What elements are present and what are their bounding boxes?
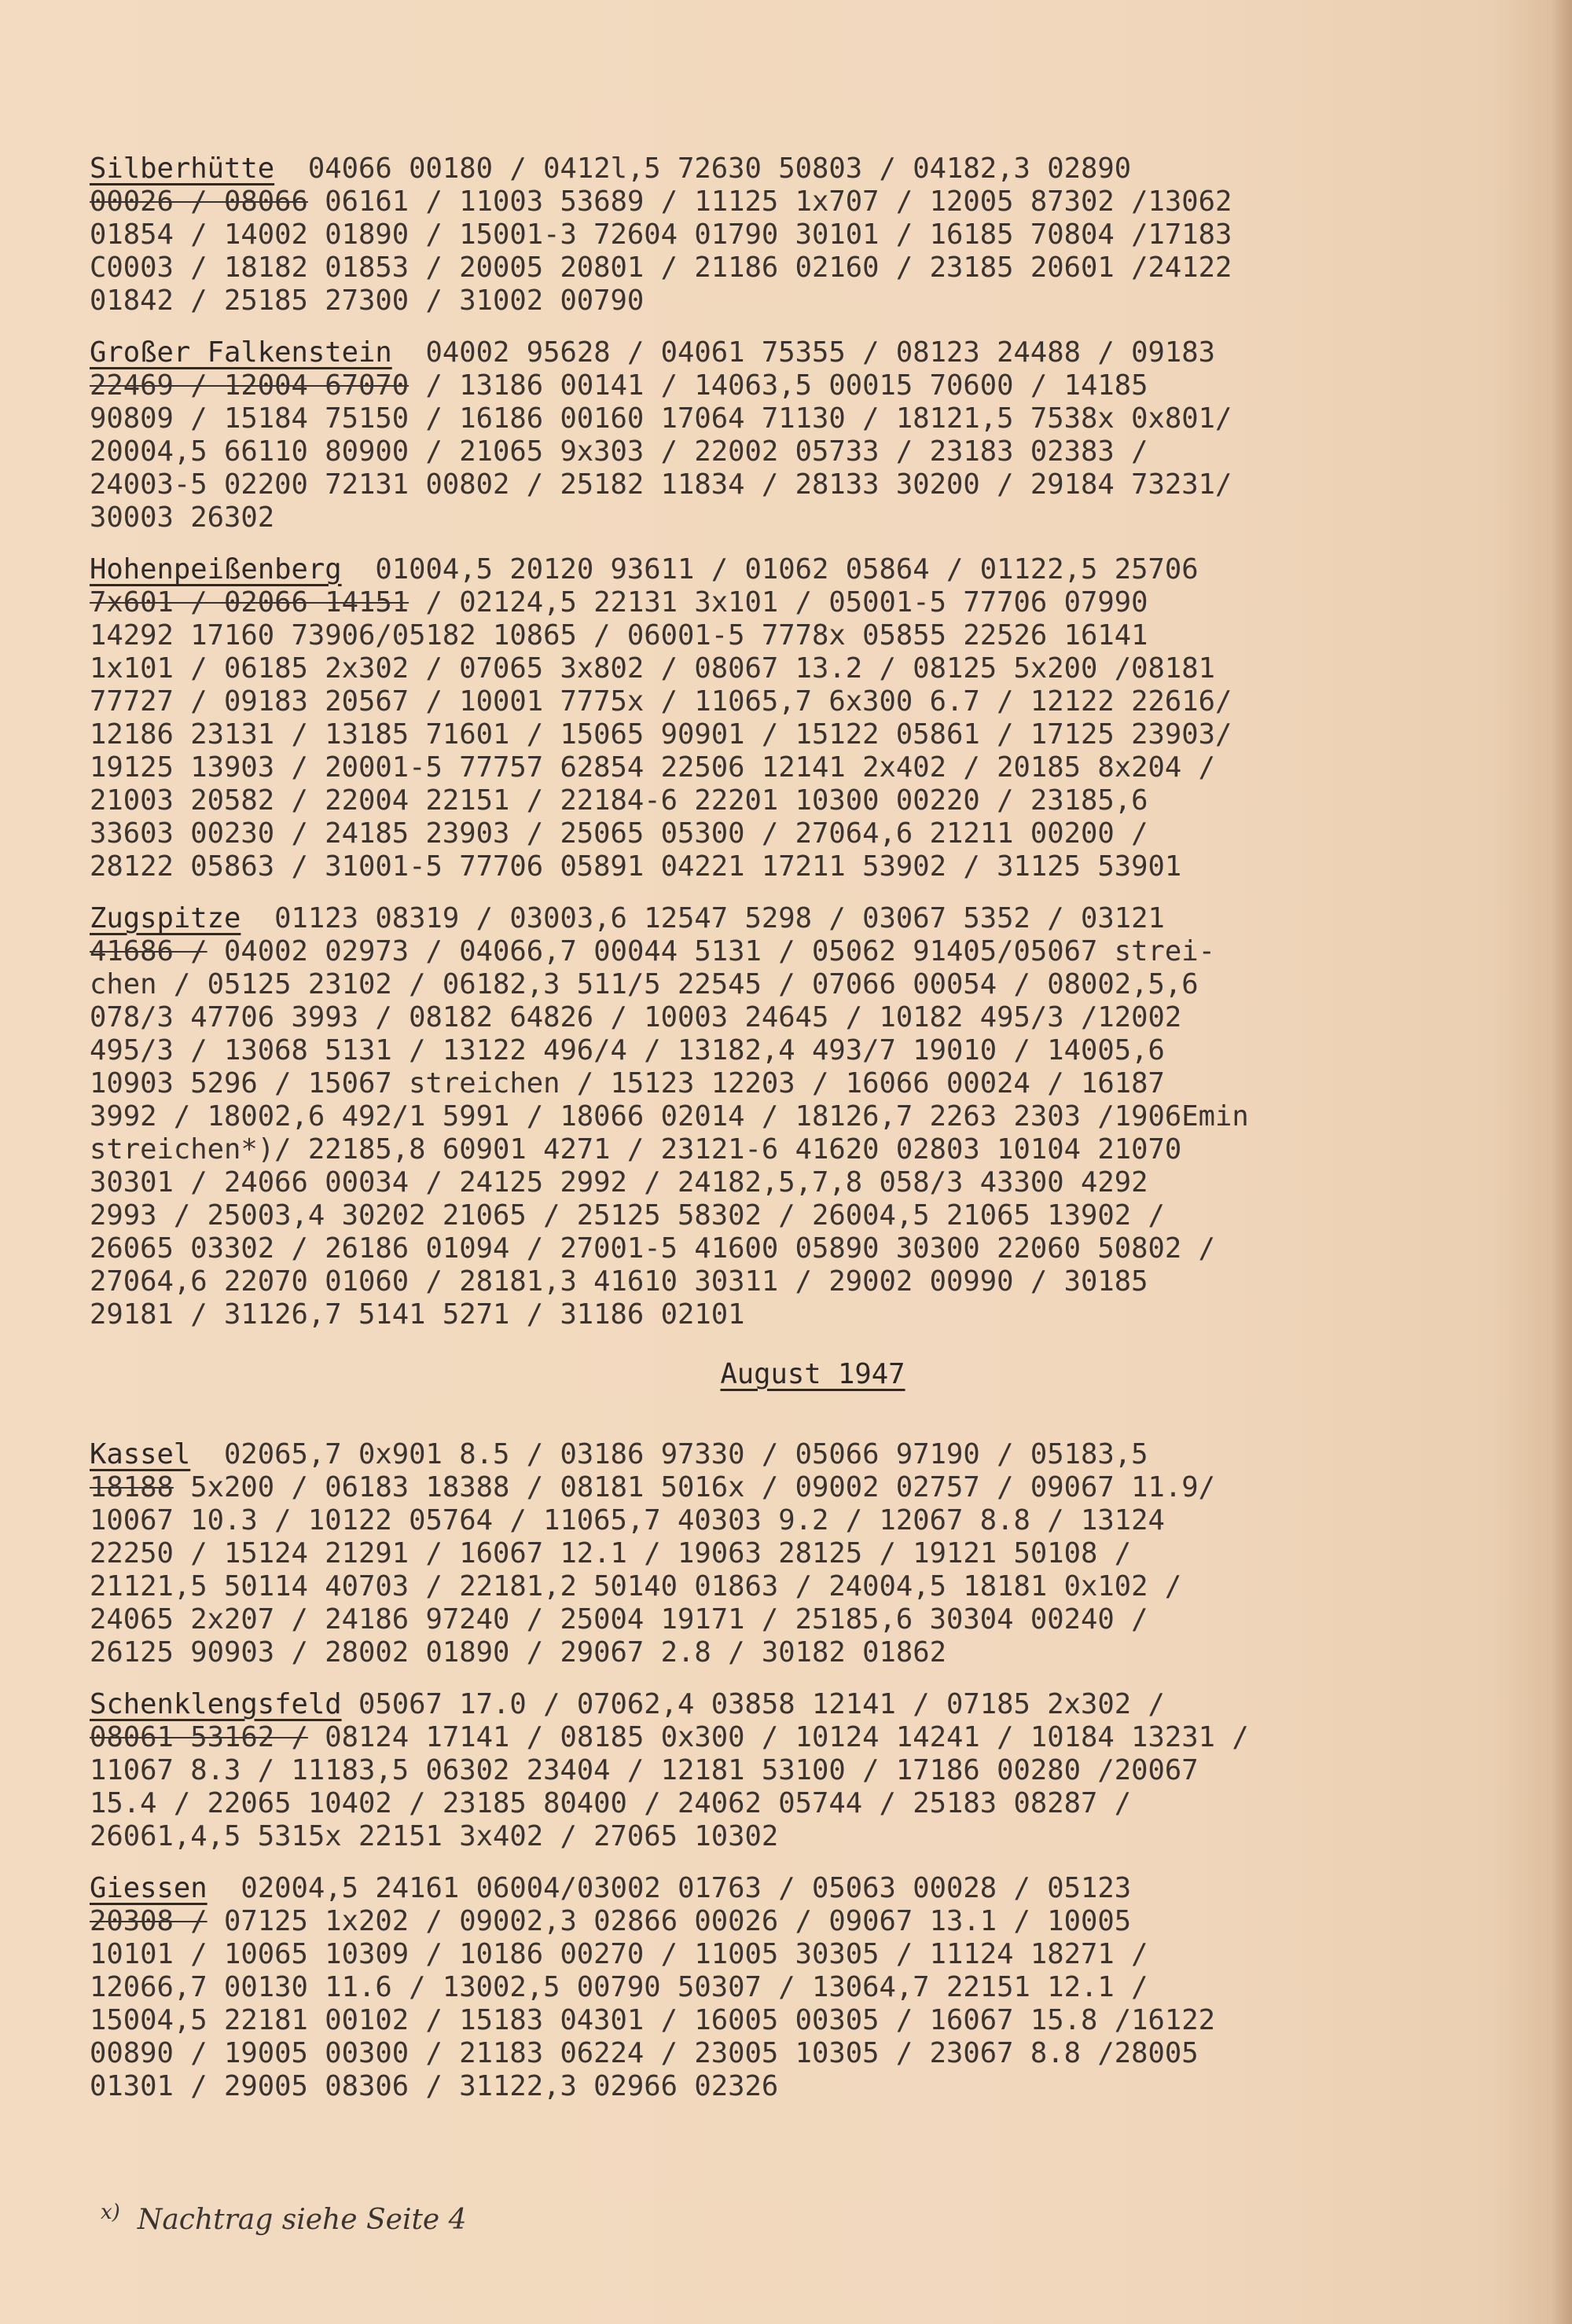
station-observations: 07125 1x202 / 09002,3 02866 00026 / 09067 13.1 / 10005 (207, 1905, 1132, 1937)
observation-line: 12066,7 00130 11.6 / 13002,5 00790 50307 / 13064,7 22151 12.1 / (90, 1971, 1148, 2003)
station-second-line (90, 1471, 1536, 1504)
weather-report-body (90, 152, 1536, 2122)
station-first-line (90, 1872, 1536, 1905)
station-second-line (90, 1721, 1536, 1754)
station-name: Großer Falkenstein (90, 336, 392, 369)
station-name: Zugspitze (90, 902, 241, 934)
station-observations: 02004,5 24161 06004/03002 01763 / 05063 00028 / 05123 (207, 1872, 1132, 1904)
station-observations: / 13186 00141 / 14063,5 00015 70600 / 14185 (409, 369, 1148, 402)
sections-after-heading (90, 1438, 1536, 2103)
observation-line: 2993 / 25003,4 30202 21065 / 25125 58302 / 26004,5 21065 13902 / (90, 1199, 1165, 1232)
observation-line: 3992 / 18002,6 492/1 5991 / 18066 02014 / 18126,7 2263 2303 /1906Emin (90, 1100, 1249, 1133)
observation-line: 00890 / 19005 00300 / 21183 06224 / 23005 10305 / 23067 8.8 /28005 (90, 2037, 1199, 2069)
station-observations: 04002 02973 / 04066,7 00044 5131 / 05062 91405/05067 strei- (207, 935, 1215, 967)
observation-line: 20004,5 66110 80900 / 21065 9x303 / 22002 05733 / 23183 02383 / (90, 435, 1148, 468)
station-observations: 04066 00180 / 0412l,5 72630 50803 / 04182,3 02890 (274, 152, 1132, 185)
station-first-line (90, 902, 1536, 935)
station-block (90, 902, 1536, 1331)
observation-line: 15004,5 22181 00102 / 15183 04301 / 16005 00305 / 16067 15.8 /16122 (90, 2004, 1215, 2036)
struck-through-text: 00026 / 08066 (90, 185, 308, 218)
observation-line: 01842 / 25185 27300 / 31002 00790 (90, 285, 645, 317)
station-block (90, 1438, 1536, 1669)
station-observations: 08124 17141 / 08185 0x300 / 10124 14241 / 10184 13231 / (307, 1721, 1249, 1753)
station-observations: 06161 / 11003 53689 / 11125 1x707 / 12005 87302 /13062 (307, 185, 1232, 218)
station-second-line (90, 1905, 1536, 1938)
observation-line: 90809 / 15184 75150 / 16186 00160 17064 71130 / 18121,5 7538x 0x801/ (90, 402, 1232, 435)
observation-line: C0003 / 18182 01853 / 20005 20801 / 21186 02160 / 23185 20601 /24122 (90, 251, 1232, 284)
station-name: Silberhütte (90, 152, 275, 185)
observation-line: 24065 2x207 / 24186 97240 / 25004 19171 / 25185,6 30304 00240 / (90, 1603, 1148, 1636)
station-second-line (90, 586, 1536, 619)
station-first-line (90, 553, 1536, 586)
observation-line: 26065 03302 / 26186 01094 / 27001-5 41600 05890 30300 22060 50802 / (90, 1232, 1215, 1265)
observation-line: 27064,6 22070 01060 / 28181,3 41610 30311 / 29002 00990 / 30185 (90, 1265, 1148, 1298)
station-block (90, 152, 1536, 318)
observation-line: streichen*)/ 22185,8 60901 4271 / 23121-6 41620 02803 10104 21070 (90, 1133, 1182, 1166)
observation-line: 26061,4,5 5315x 22151 3x402 / 27065 10302 (90, 1820, 779, 1852)
month-heading: August 1947 (720, 1358, 905, 1390)
observation-line: 29181 / 31126,7 5141 5271 / 31186 02101 (90, 1298, 745, 1331)
sections-before-heading (90, 152, 1536, 1331)
station-first-line (90, 1688, 1536, 1721)
struck-through-text: 41686 / (90, 935, 208, 967)
page-edge-shadow (1552, 0, 1572, 2324)
observation-line: 22250 / 15124 21291 / 16067 12.1 / 19063 28125 / 19121 50108 / (90, 1537, 1132, 1570)
observation-line: 12186 23131 / 13185 71601 / 15065 90901 / 15122 05861 / 17125 23903/ (90, 718, 1232, 751)
struck-through-text: 22469 / 12004 67070 (90, 369, 410, 402)
station-second-line (90, 369, 1536, 402)
observation-line: 19125 13903 / 20001-5 77757 62854 22506 12141 2x402 / 20185 8x204 / (90, 751, 1215, 784)
station-second-line (90, 185, 1536, 218)
station-observations: 04002 95628 / 04061 75355 / 08123 24488 / 09183 (391, 336, 1215, 369)
struck-through-text: 08061 53162 / (90, 1721, 308, 1753)
station-observations: 5x200 / 06183 18388 / 08181 5016x / 09002 02757 / 09067 11.9/ (173, 1471, 1215, 1503)
station-block (90, 553, 1536, 883)
station-name: Hohenpeißenberg (90, 553, 342, 586)
observation-line: 21003 20582 / 22004 22151 / 22184-6 22201 10300 00220 / 23185,6 (90, 784, 1148, 817)
observation-line: 21121,5 50114 40703 / 22181,2 50140 01863 / 24004,5 18181 0x102 / (90, 1570, 1182, 1603)
station-block (90, 1688, 1536, 1853)
observation-line: 10903 5296 / 15067 streichen / 15123 12203 / 16066 00024 / 16187 (90, 1067, 1165, 1100)
observation-line: 078/3 47706 3993 / 08182 64826 / 10003 24645 / 10182 495/3 /12002 (90, 1001, 1182, 1034)
station-block (90, 1872, 1536, 2103)
observation-line: 77727 / 09183 20567 / 10001 7775x / 11065,7 6x300 6.7 / 12122 22616/ (90, 685, 1232, 718)
observation-line: 33603 00230 / 24185 23903 / 25065 05300 / 27064,6 21211 00200 / (90, 817, 1148, 850)
month-heading-wrap (90, 1358, 1536, 1391)
station-block (90, 336, 1536, 534)
footnote-mark: x) (101, 2201, 120, 2224)
station-observations: 02065,7 0x901 8.5 / 03186 97330 / 05066 97190 / 05183,5 (190, 1438, 1148, 1470)
struck-through-text: 7x601 / 02066 14151 (90, 586, 410, 619)
station-observations: 01004,5 20120 93611 / 01062 05864 / 01122,5 25706 (341, 553, 1199, 586)
footnote (101, 2201, 467, 2236)
station-name: Schenklengsfeld (90, 1688, 342, 1720)
station-observations: / 02124,5 22131 3x101 / 05001-5 77706 07990 (409, 586, 1148, 619)
footnote-text: Nachtrag siehe Seite 4 (137, 2204, 467, 2236)
station-first-line (90, 1438, 1536, 1471)
observation-line: 28122 05863 / 31001-5 77706 05891 04221 17211 53902 / 31125 53901 (90, 850, 1182, 883)
station-observations: 05067 17.0 / 07062,4 03858 12141 / 07185 2x302 / (341, 1688, 1165, 1720)
observation-line: 30003 26302 (90, 501, 275, 534)
observation-line: 1x101 / 06185 2x302 / 07065 3x802 / 08067 13.2 / 08125 5x200 /08181 (90, 652, 1215, 685)
observation-line: 11067 8.3 / 11183,5 06302 23404 / 12181 53100 / 17186 00280 /20067 (90, 1754, 1199, 1786)
observation-line: 14292 17160 73906/05182 10865 / 06001-5 7778x 05855 22526 16141 (90, 619, 1148, 652)
observation-line: 30301 / 24066 00034 / 24125 2992 / 24182,5,7,8 058/3 43300 4292 (90, 1166, 1148, 1199)
struck-through-text: 20308 / (90, 1905, 208, 1937)
station-second-line (90, 935, 1536, 968)
station-observations: 01123 08319 / 03003,6 12547 5298 / 03067 5352 / 03121 (241, 902, 1165, 934)
observation-line: 24003-5 02200 72131 00802 / 25182 11834 / 28133 30200 / 29184 73231/ (90, 468, 1232, 501)
observation-line: 26125 90903 / 28002 01890 / 29067 2.8 / 30182 01862 (90, 1636, 947, 1669)
station-name: Kassel (90, 1438, 191, 1470)
station-name: Giessen (90, 1872, 208, 1904)
observation-line: 01854 / 14002 01890 / 15001-3 72604 01790 30101 / 16185 70804 /17183 (90, 218, 1232, 251)
station-first-line (90, 336, 1536, 369)
observation-line: chen / 05125 23102 / 06182,3 511/5 22545 / 07066 00054 / 08002,5,6 (90, 968, 1199, 1000)
observation-line: 10101 / 10065 10309 / 10186 00270 / 11005 30305 / 11124 18271 / (90, 1938, 1148, 1970)
observation-line: 495/3 / 13068 5131 / 13122 496/4 / 13182,4 493/7 19010 / 14005,6 (90, 1034, 1165, 1067)
observation-line: 10067 10.3 / 10122 05764 / 11065,7 40303 9.2 / 12067 8.8 / 13124 (90, 1504, 1165, 1536)
observation-line: 15.4 / 22065 10402 / 23185 80400 / 24062 05744 / 25183 08287 / (90, 1787, 1132, 1819)
observation-line: 01301 / 29005 08306 / 31122,3 02966 02326 (90, 2070, 779, 2102)
station-first-line (90, 152, 1536, 185)
struck-through-text: 18188 (90, 1471, 174, 1503)
